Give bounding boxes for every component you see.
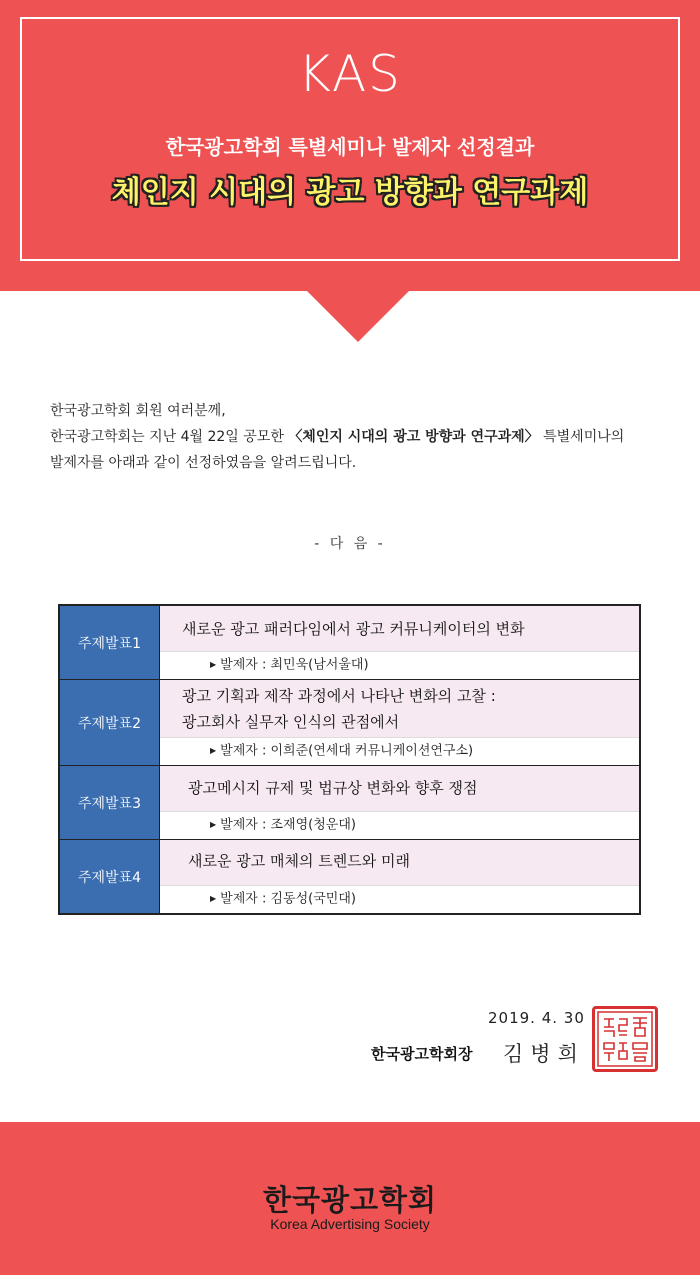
intro-seminar-title: 〈체인지 시대의 광고 방향과 연구과제〉	[288, 429, 539, 445]
row-presenter	[160, 811, 639, 839]
bullet-triangle-icon: ▶	[210, 820, 217, 829]
intro-line-2-pre: 한국광고학회는 지난 4월 22일 공모한	[50, 429, 289, 445]
row-presenter-text: 발제자 : 김동성(국민대)	[220, 891, 356, 907]
table-row	[60, 680, 639, 766]
row-topic	[160, 840, 639, 885]
table-row	[60, 606, 639, 680]
next-label: - 다 음 -	[314, 536, 386, 552]
intro-text	[50, 398, 670, 476]
intro-line-1: 한국광고학회 회원 여러분께,	[50, 403, 226, 419]
presentations-table	[58, 604, 641, 915]
row-topic-line2: 광고회사 실무자 인식의 관점에서	[182, 713, 400, 731]
bullet-triangle-icon: ▶	[210, 746, 217, 755]
bullet-triangle-icon: ▶	[210, 660, 217, 669]
header-banner	[0, 0, 700, 291]
footer-society-name-en: Korea Advertising Society	[270, 1216, 430, 1232]
row-topic	[160, 606, 639, 652]
row-presenter-text: 발제자 : 이희준(연세대 커뮤니케이션연구소)	[220, 743, 474, 759]
header-subtitle: 한국광고학회 특별세미나 발제자 선정결과	[165, 135, 535, 159]
signer-name: 김병희	[503, 1042, 585, 1066]
table-row	[60, 840, 639, 913]
row-presenter	[160, 651, 639, 679]
header-title: 체인지 시대의 광고 방향과 연구과제	[111, 175, 589, 210]
header-down-arrow	[306, 290, 410, 342]
row-label: 주제발표2	[60, 680, 160, 765]
intro-line-3: 발제자를 아래과 같이 선정하였음을 알려드립니다.	[50, 455, 357, 471]
row-presenter-text: 발제자 : 최민욱(남서울대)	[220, 657, 369, 673]
row-presenter-text: 발제자 : 조재영(청운대)	[220, 817, 356, 833]
row-topic-line1: 새로운 광고 패러다임에서 광고 커뮤니케이터의 변화	[182, 620, 525, 638]
row-topic	[160, 766, 639, 812]
kas-logo: KAS	[298, 45, 402, 103]
intro-line-2	[50, 424, 670, 450]
intro-line-2-post: 특별세미나의	[538, 429, 625, 445]
row-presenter	[160, 885, 639, 913]
signer-title: 한국광고학회장	[371, 1045, 473, 1063]
row-topic-line1: 광고 기획과 제작 과정에서 나타난 변화의 고찰 :	[182, 687, 496, 705]
row-label: 주제발표4	[60, 840, 160, 913]
issue-date: 2019. 4. 30	[488, 1009, 585, 1027]
row-topic-line1: 새로운 광고 매체의 트렌드와 미래	[188, 852, 410, 870]
row-topic-line1: 광고메시지 규제 및 법규상 변화와 향후 쟁점	[188, 779, 478, 797]
row-label: 주제발표1	[60, 606, 160, 679]
table-row	[60, 766, 639, 840]
official-seal-icon	[592, 1006, 658, 1072]
bullet-triangle-icon: ▶	[210, 894, 217, 903]
footer-society-name: 한국광고학회	[262, 1183, 438, 1217]
row-label: 주제발표3	[60, 766, 160, 839]
row-topic	[160, 680, 639, 738]
row-presenter	[160, 737, 639, 765]
